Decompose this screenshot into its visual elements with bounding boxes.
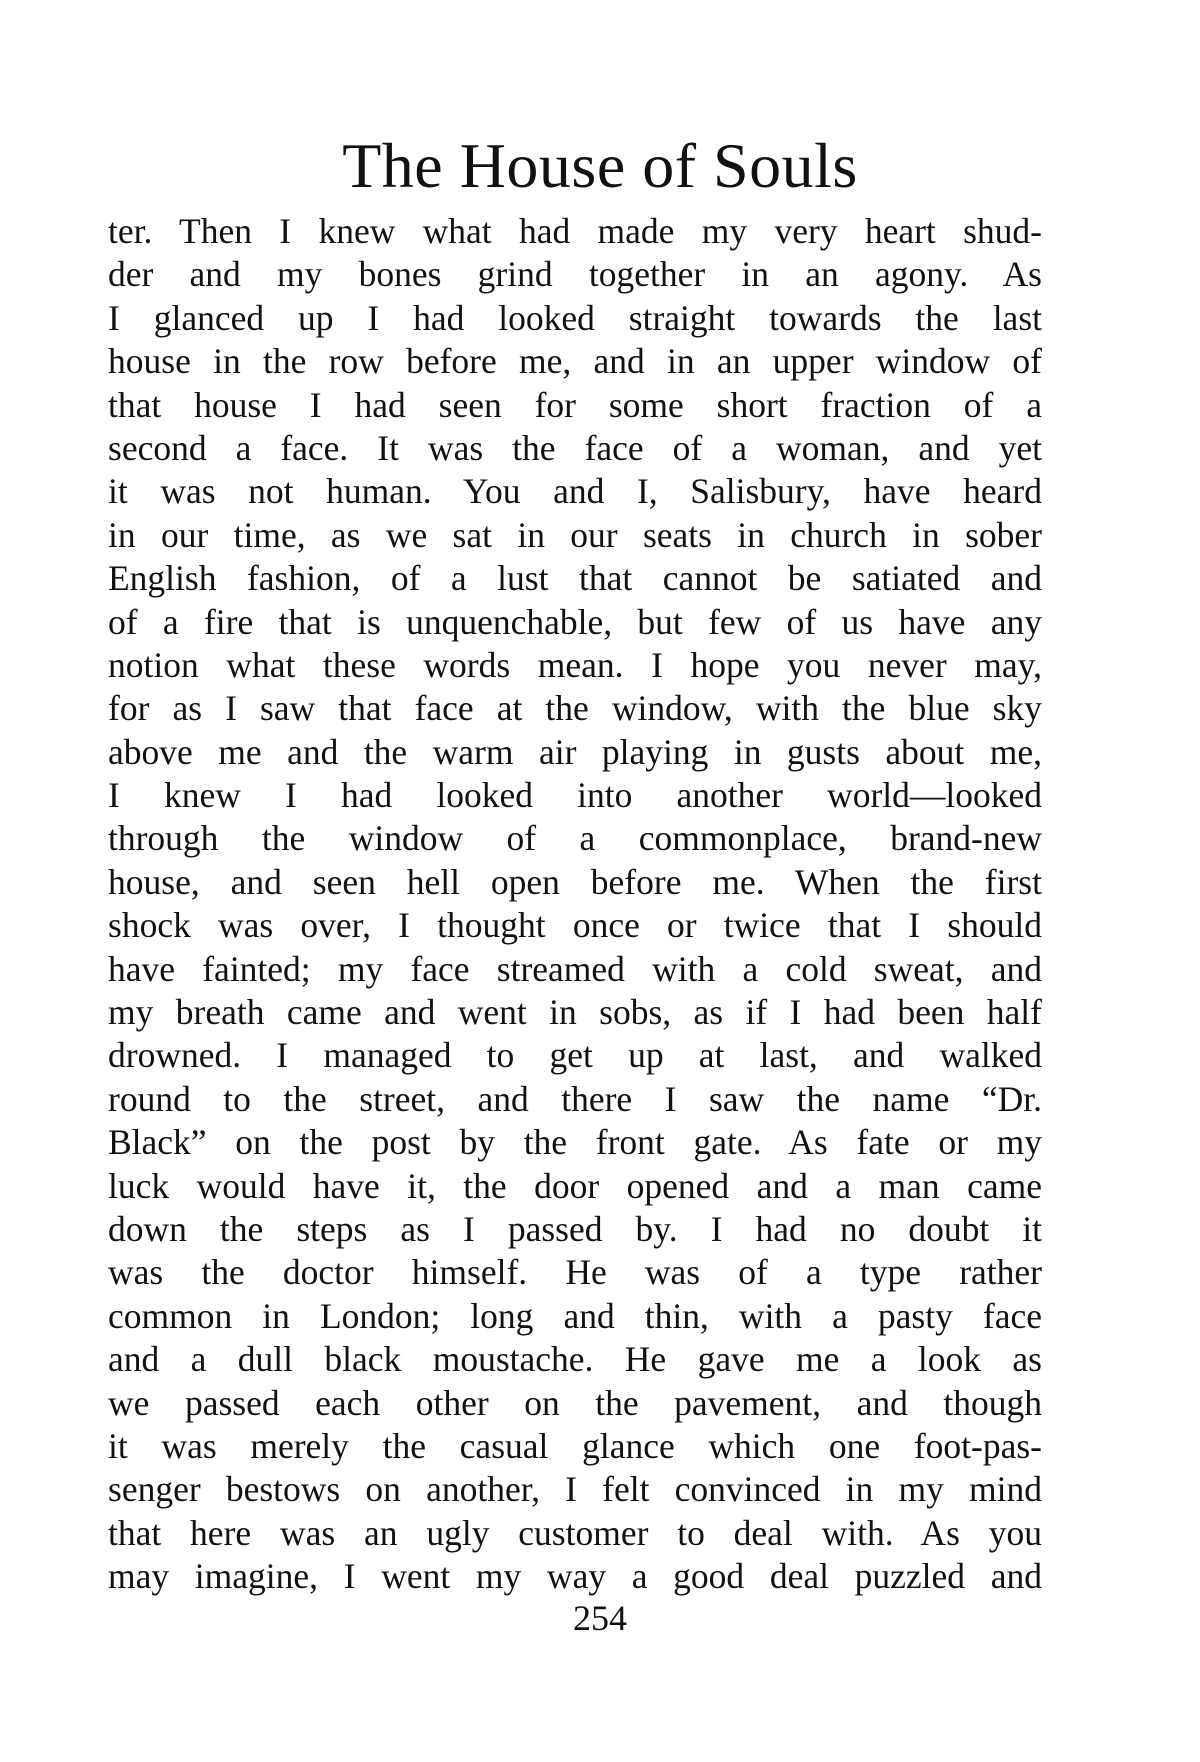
text-line: above me and the warm air playing in gusts about me,: [108, 731, 1042, 772]
text-line: in our time, as we sat in our seats in church in sober: [108, 514, 1042, 555]
text-line: through the window of a commonplace, brand-new: [108, 818, 1042, 859]
text-line: senger bestows on another, I felt convinced in my mind: [108, 1469, 1042, 1510]
text-line: notion what these words mean. I hope you never may,: [108, 644, 1042, 685]
text-line: common in London; long and thin, with a pasty face: [108, 1295, 1042, 1336]
text-line: we passed each other on the pavement, and though: [108, 1382, 1042, 1423]
text-line: have fainted; my face streamed with a cold sweat, and: [108, 948, 1042, 989]
text-line: it was not human. You and I, Salisbury, have heard: [108, 471, 1042, 512]
text-line: I glanced up I had looked straight towards the last: [108, 297, 1042, 338]
text-line: of a fire that is unquenchable, but few of us have any: [108, 601, 1042, 642]
page-number: 254: [573, 1598, 627, 1638]
text-line: my breath came and went in sobs, as if I had been half: [108, 992, 1042, 1033]
text-line: house in the row before me, and in an upper window of: [108, 341, 1042, 382]
body-text: [108, 210, 1042, 1599]
text-line: that here was an ugly customer to deal with. As you: [108, 1512, 1042, 1553]
text-line: that house I had seen for some short fraction of a: [108, 384, 1042, 425]
text-line: down the steps as I passed by. I had no doubt it: [108, 1208, 1042, 1249]
text-line: English fashion, of a lust that cannot be satiated and: [108, 558, 1042, 599]
running-head: The House of Souls: [342, 130, 858, 201]
text-line: for as I saw that face at the window, with the blue sky: [108, 688, 1042, 729]
text-line: ter. Then I knew what had made my very heart shud-: [108, 211, 1042, 251]
text-line: second a face. It was the face of a woman, and yet: [108, 427, 1042, 468]
text-line: house, and seen hell open before me. When the first: [108, 861, 1042, 902]
text-line: shock was over, I thought once or twice that I should: [108, 905, 1042, 946]
text-line: luck would have it, the door opened and a man came: [108, 1165, 1042, 1206]
text-line: der and my bones grind together in an agony. As: [108, 254, 1042, 295]
text-line: and a dull black moustache. He gave me a look as: [108, 1339, 1042, 1380]
text-line: round to the street, and there I saw the name “Dr.: [108, 1078, 1042, 1119]
text-line: was the doctor himself. He was of a type rather: [108, 1252, 1042, 1293]
text-line: drowned. I managed to get up at last, and walked: [108, 1035, 1042, 1076]
text-line: it was merely the casual glance which one foot-pas-: [108, 1425, 1042, 1466]
text-line: I knew I had looked into another world—looked: [108, 775, 1042, 816]
text-line: Black” on the post by the front gate. As fate or my: [108, 1122, 1042, 1163]
text-line: may imagine, I went my way a good deal puzzled and: [108, 1556, 1042, 1597]
